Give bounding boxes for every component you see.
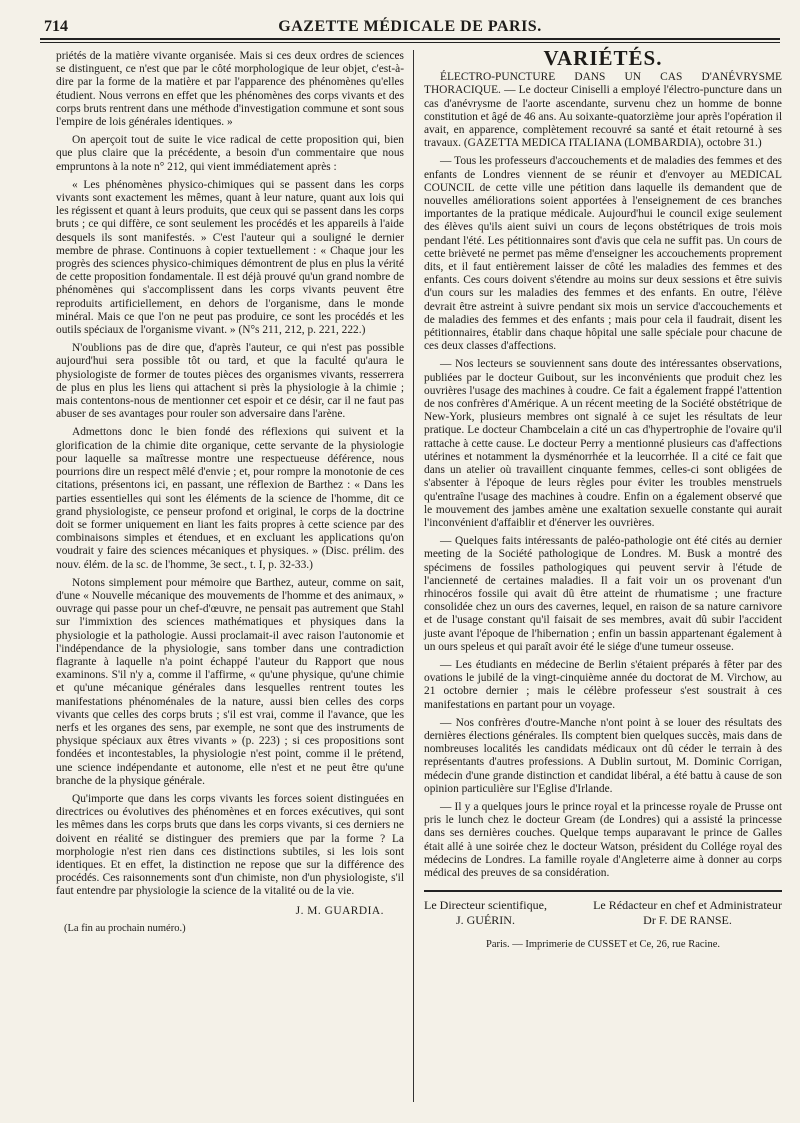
right-column [424, 46, 782, 951]
director-role: Le Directeur scientifique, [424, 898, 547, 913]
paragraph: — Les étudiants en médecine de Berlin s'étaient préparés à fêter par des ovations le jubilé de la vingt-cinquième année du doctorat de M. Virchow, au 21 octobre dernier ; mais le célèbre professeur s'est soustrait à ces manifestations en partant pour un voyage. [424, 658, 782, 711]
paragraph: « Les phénomènes physico-chimiques qui se passent dans les corps vivants sont exactement les mêmes, quant à leur nature, quant aux lois qui les régissent et quant à leurs produits, que ceux qui se passent dans les corps bruts ; ce qui diffère, ce sont seulement les procédés et les appareils à l'aide desquels ils sont manifestés. » C'est l'auteur qui a souligné le dernier membre de phrase. Continuons à copier textuellement : « Chaque jour les progrès des sciences physico-chimiques démontrent de plus en plus la vérité de cette proposition fondamentale. Il est déjà prouvé qu'un grand nombre de phénomènes qui s'accomplissent dans les corps vivants peuvent être reproduits artificiellement, en dehors de l'organisme, dans le monde minéral. Mais ce que l'on ne peut pas produire, ce sont les procédés et les outils spéciaux de l'organisme vivant. » (N°s 211, 212, p. 221, 222.) [56, 178, 404, 337]
column-divider [413, 50, 414, 1102]
page-header [40, 8, 780, 36]
paragraph: — Il y a quelques jours le prince royal et la princesse royale de Prusse ont pris le lunch chez le docteur Gream (de Londres) qui a assisté la princesse dans ses dernières couches. Quelque temps auparavant le prince de Galles était allé à une soirée chez le docteur Watson, président du Collége royal des médecins de Londres. La famille royale d'Angleterre aime à donner au corps médical des preuves de sa considération. [424, 800, 782, 879]
section-title: VARIÉTÉS. [543, 46, 663, 70]
author-signature: J. M. GUARDIA. [295, 904, 384, 917]
paragraph: — Quelques faits intéressants de paléo-pathologie ont été cités au dernier meeting de la Société pathologique de Londres. M. Busk a montré des spécimens de fossiles pathologiques qui peuvent servir à l'étude de l'ancienneté de certaines maladies. Il a fait voir un os provenant d'un rhinocéros fossile qui avait dû être atteint de rhumatisme ; une fracture consolidée chez un ours des cavernes, lequel, en raison de sa nature carnivore et de l'usage constant qu'il faisait de ses membres, avait dû subir l'accident juste avant l'époque de l'hibernation ; enfin un bassin appartenant également à un ours speleus et qui paraît avoir été le siége d'une tumeur osseuse. [424, 535, 782, 653]
header-rule [40, 38, 780, 40]
editor-name: Dr F. DE RANSE. [643, 913, 732, 928]
paragraph: On aperçoit tout de suite le vice radical de cette proposition qui, bien que plus claire que la précédente, a besoin d'un commentaire que nous empruntons à la note n° 212, qui vient immédiatement après : [56, 134, 404, 173]
paragraph: — Tous les professeurs d'accouchements et de maladies des femmes et des enfants de Londres viennent de se réunir et d'envoyer au MEDICAL COUNCIL de cette ville une pétition dans laquelle ils demandent que de nouvelles améliorations soient apportées à l'enseignement de ces branches importantes de la pratique médicale. Aujourd'hui le council exige seulement des élèves qu'ils aient suivi un cours de leçons obstétriques de trois mois pendant l'été. Les pétitionnaires sont d'avis que cela ne suffit pas. Un cours de cette brièveté ne permet pas même d'enseigner les accouchements proprement dits, et il faut entièrement laisser de côté les maladies des femmes et des enfants. Ces cours doivent s'étendre au moins sur deux sessions et être suivis d'un cours sur les maladies des femmes et des enfants. En outre, l'élève devrait être astreint à suivre pendant six mois un service d'accouchements et de maladies des femmes et des enfants ; mais pour cela il faudrait, disent les pétitionnaires, établir dans chaque hôpital une salle spéciale pour chacune de ces deux classes d'affections. [424, 155, 782, 353]
editor-credit [593, 898, 782, 928]
paragraph-text: — Le docteur Ciniselli a employé l'électro-puncture dans un cas d'anévrysme de l'aorte ascendante, survenu chez un homme de bonne constitution et âgé de 46 ans. Au soixante-quatorzième jour après l'opération il avait, en apparence, complètement recouvré sa santé et était retourné à ses travaux. (GAZETTA MEDICA ITALIANA (LOMBARDIA), octobre 31.) [424, 84, 782, 150]
paragraph: Notons simplement pour mémoire que Barthez, auteur, comme on sait, d'une « Nouvelle mécanique des mouvements de l'homme et des animaux, » ouvrage qui passe pour un chef-d'œuvre, ne pensait pas autrement que Stahl sur l'immixtion des sciences mathématiques et physiques dans la physiologie et la pathologie. Aussi proclamait-il avec raison l'autonomie et l'indépendance de la physiologie, sans tomber dans une contradiction flagrante à laquelle n'a point échappé l'auteur du Rapport que nous examinons. S'il n'y a, comme il l'affirme, « qu'une physique, qu'une chimie et qu'une mécanique générales dans lesquelles rentrent toutes les manifestations phénoménales de la nature, aussi bien celles des corps vivants que celles des corps bruts ; s'il est vrai, comme il l'avance, que les nerfs et les organes des sens, par exemple, ne sont que des instruments de physique spéciaux aux êtres vivants » (p. 223) ; si ces propositions sont fondées et incontestables, la physiologie n'est point, comme il le prétend, une science indépendante et autonome, elle n'est et ne peut être qu'une branche de la physique générale. [56, 576, 404, 787]
editor-role: Le Rédacteur en chef et Administrateur [593, 898, 782, 913]
paragraph: — Nos confrères d'outre-Manche n'ont point à se louer des résultats des dernières élections générales. Ils comptent bien quelques succès, mais dans de nombreuses localités les candidats médicaux ont dû céder le terrain à des représentants d'autres professions. A Dublin surtout, M. Dominic Corrigan, médecin d'une grande distinction et candidat libéral, a été battu à cause de son opinion particulière sur l'Eglise d'Irlande. [424, 716, 782, 795]
paragraph: Admettons donc le bien fondé des réflexions qui suivent et la glorification de la chimie dite organique, cette servante de la physiologie pour laquelle sa maîtresse montre une respectueuse déférence, nous pourrions dire un respect mêlé d'envie ; et, pour rompre la monotonie de ces citations, présentons ici, en passant, une réflexion de Barthez : « Dans les parties essentielles qui sont les éléments de la science de l'homme, dit ce grand physiologiste, ce penseur profond et original, le corps de la doctrine doit se former uniquement en liant les faits propres à cette science par des combinaisons simples et étendues, et en excluant les applications qu'on voudrait y faire des sciences mécaniques et physiques. » (Disc. prélim. des nouv. élém. de la sc. de l'homme, 3e sect., t. I, p. 32-33.) [56, 426, 404, 571]
page-number: 714 [44, 18, 68, 35]
footer-rule [424, 890, 782, 892]
article-heading: ÉLECTRO-PUNCTURE DANS UN CAS D'ANÉVRYSME THORACIQUE. [424, 71, 782, 97]
continued-note: (La fin au prochain numéro.) [64, 922, 186, 934]
director-credit [424, 898, 547, 928]
header-rule-thin [40, 42, 780, 43]
paragraph: priétés de la matière vivante organisée. Mais si ces deux ordres de sciences se distinguent, ce n'est que par le côté morphologique de leur objet, c'est-à-dire par la forme de la matière et par l'apparence des phénomènes qu'elles étudient. Nous verrons en effet que les phénomènes des corps vivants et des corps bruts rentrent dans une méthode d'investigation commune et sont sous l'empire de lois générales identiques. » [56, 50, 404, 129]
paragraph: N'oublions pas de dire que, d'après l'auteur, ce qui n'est pas possible aujourd'hui sera possible tôt ou tard, et que la faculté qu'aura le physiologiste de former de toutes pièces des organismes vivants, resserrera de plus en plus les liens qui attachent si près la physiologie à la chimie ; mais contentons-nous de mentionner cet espoir et ce désir, car il ne faut pas abuser de ses avantages pour rouler son adversaire dans l'arène. [56, 342, 404, 421]
paragraph: — Nos lecteurs se souviennent sans doute des intéressantes observations, publiées par le docteur Guibout, sur les inconvénients que produit chez les ouvrières l'usage des machines à coudre. Ce fait a également frappé l'attention de nos confrères d'Amérique. A un récent meeting de la Société obstétrique de New-York, plusieurs membres ont signalé à ce sujet les résultats de leur pratique. Le docteur Chambcelain a cité un cas d'hypertrophie de l'ovaire qu'il rattache à cette cause. Le docteur Perry a mentionné plusieurs cas d'affections utérines et notamment la dysménorrhée et la leucorrhée. Il a cité ce fait que dans un atelier où travaillent cinquante femmes, celles-ci sont obligées de s'absenter à l'époque de leurs règles pour éviter les troubles menstruels qu'entraîne l'usage des machines à coudre. Enfin on a également observé que le mouvement des jambes amène une exaltation sexuelle constante qui aurait l'inconvénient d'affaiblir et d'énerver les ouvrières. [424, 358, 782, 529]
director-name: J. GUÉRIN. [455, 913, 515, 928]
journal-title: GAZETTE MÉDICALE DE PARIS. [278, 18, 542, 35]
credits [424, 898, 782, 928]
left-column [56, 50, 404, 935]
paragraph [424, 71, 782, 150]
printer-line: Paris. — Imprimerie de CUSSET et Ce, 26, rue Racine. [486, 939, 720, 951]
paragraph: Qu'importe que dans les corps vivants les forces soient distinguées en directrices ou évolutives des phénomènes et en forces exécutives, qui sont les mêmes dans les corps bruts que dans les corps vivants, si ces derniers ne doivent en réalité se distinguer des premiers que par la forme ? La morphologie n'est rien dans ces distinctions subtiles, si les lois sont identiques. Et en effet, la distinction ne repose que sur la différence des procédés. Ces raisonnements sont d'un chimiste, non d'un physiologiste, s'il faut entendre par physiologie la science de la vitalité ou de la vie. [56, 792, 404, 898]
